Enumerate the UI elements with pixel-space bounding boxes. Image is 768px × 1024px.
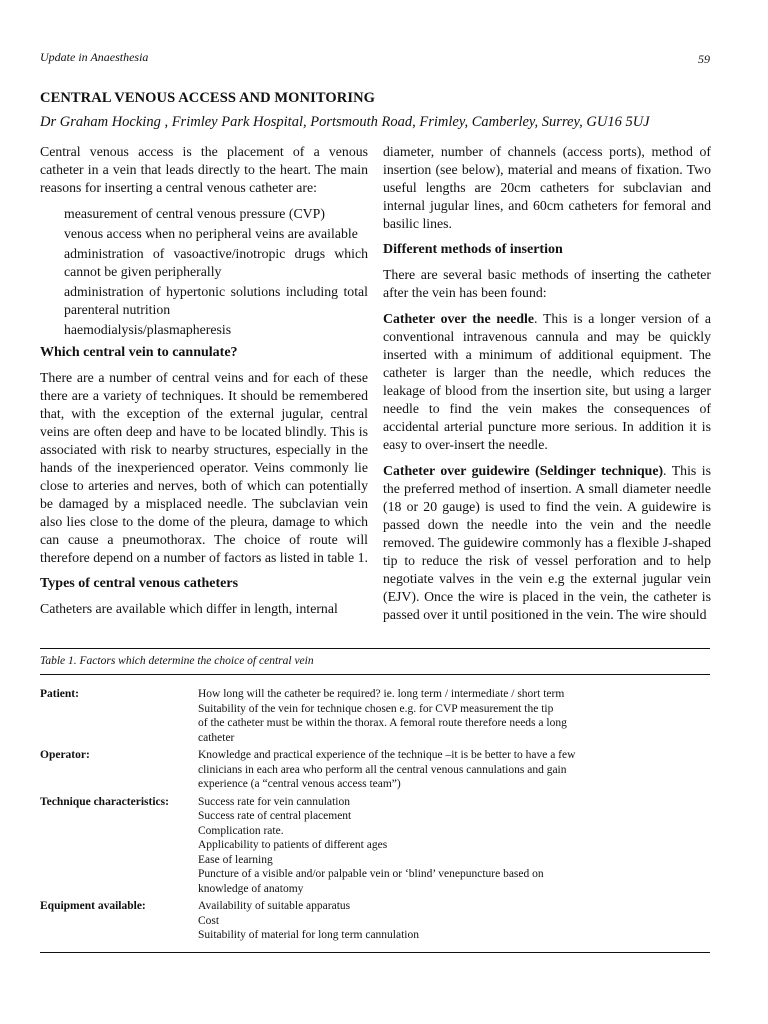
body-paragraph: diameter, number of channels (access ports), method of insertion (see below), material and means of fixation. Two useful lengths are 20cm catheters for subclavian and internal jugular lines, and 60cm catheters for femoral and basilic lines. [383,144,711,231]
row-line: knowledge of anatomy [198,882,304,895]
article-title: CENTRAL VENOUS ACCESS AND MONITORING [40,90,376,106]
running-head: Update in Anaesthesia [40,50,149,64]
table-row [40,748,710,795]
table-top-rule [40,648,710,649]
row-line: catheter [198,731,235,744]
factors-table-body [40,687,710,946]
body-paragraph: Catheters are available which differ in length, internal [40,601,338,616]
row-line: Knowledge and practical experience of the technique –it is be better to have a few [198,749,576,761]
row-line: Success rate of central placement [198,810,352,822]
row-line: Complication rate. [198,824,284,837]
row-line: Success rate for vein cannulation [198,795,350,808]
row-values [198,899,710,946]
table-bottom-rule [40,952,710,953]
row-line: Puncture of a visible and/or palpable vein or ‘blind’ venepuncture based on [198,868,544,880]
row-label: Technique characteristics: [40,795,169,808]
row-line: of the catheter must be within the thorax. A femoral route therefore needs a long [198,717,567,729]
row-label: Operator: [40,749,90,761]
method-seldinger [383,462,711,624]
row-values [198,687,710,748]
intro-paragraph: Central venous access is the placement of a venous catheter in a vein that leads directly to the heart. The main reasons for inserting a central venous catheter are: [40,144,368,195]
row-line: Ease of learning [198,853,273,866]
row-values [198,795,710,900]
row-line: clinicians in each area who perform all the central venous cannulations and gain [198,763,567,776]
table-header-rule [40,674,710,675]
list-item: venous access when no peripheral veins are available [64,226,358,241]
left-column [40,143,368,626]
section-heading: Different methods of insertion [383,242,563,257]
section-heading: Types of central venous catheters [40,576,239,591]
list-item: administration of vasoactive/inotropic drugs which cannot be given peripherally [64,246,368,279]
page-number: 59 [698,52,710,66]
row-line: Cost [198,914,220,927]
list-item: haemodialysis/plasmapheresis [64,322,232,337]
row-line: How long will the catheter be required? ie. long term / intermediate / short term [198,688,565,700]
row-values [198,748,710,795]
method-text: . This is a longer version of a conventional intravenous cannula and may be quickly inserted with a minimum of additional equipment. The catheter is larger than the needle, which reduces the leakage of blood from the insertion site, but using a larger needle to find the vein makes the consequences of accidental arterial puncture more serious. In addition it is easy to over-insert the needle. [383,311,711,452]
row-line: Applicability to patients of different ages [198,839,388,851]
reasons-list [64,205,368,339]
right-column [383,143,711,632]
factors-table [40,648,710,953]
row-line: experience (a “central venous access team”) [198,778,401,790]
list-item: measurement of central venous pressure (CVP) [64,206,325,221]
row-line: Availability of suitable apparatus [198,900,351,912]
table-caption: Table 1. Factors which determine the choice of central vein [40,655,314,667]
author-affiliation: Dr Graham Hocking , Frimley Park Hospital, Portsmouth Road, Frimley, Camberley, Surrey, GU16 5UJ [40,114,650,130]
row-line: Suitability of the vein for technique chosen e.g. for CVP measurement the tip [198,702,554,715]
table-row [40,899,710,946]
section-heading: Which central vein to cannulate? [40,345,238,360]
list-item: administration of hypertonic solutions including total parenteral nutrition [64,284,368,317]
body-paragraph: There are a number of central veins and for each of these there are a variety of techniques. It should be remembered that, with the exception of the external jugular, central veins are often deep and have to be located blindly. This is associated with risk to nearby structures, especially in the hands of the inexperienced operator. Veins commonly lie close to arteries and nerves, both of which can potentially be damaged by a misplaced needle. The subclavian vein also lies close to the dome of the pleura, damage to which can cause a pneumothorax. The choice of route will therefore depend on a number of factors as listed in table 1. [40,370,368,565]
table-row [40,687,710,748]
method-catheter-over-needle [383,310,711,454]
method-title: Catheter over guidewire (Seldinger technique) [383,463,664,478]
row-label: Patient: [40,688,79,700]
method-title: Catheter over the needle [383,311,534,326]
table-row [40,795,710,900]
method-text: . This is the preferred method of insertion. A small diameter needle (18 or 20 gauge) is used to find the vein. A guidewire is passed down the needle into the vein and the needle removed. The guidewire commonly has a flexible J-shaped tip to reduce the risk of vessel perforation and to help negotiate valves in the vein e.g the external jugular vein (EJV). Once the wire is placed in the vein, the catheter is passed over it until positioned in the vein. The wire should [383,463,711,622]
row-label: Equipment available: [40,900,146,912]
body-paragraph: There are several basic methods of inserting the catheter after the vein has been found: [383,267,711,300]
row-line: Suitability of material for long term cannulation [198,929,419,941]
